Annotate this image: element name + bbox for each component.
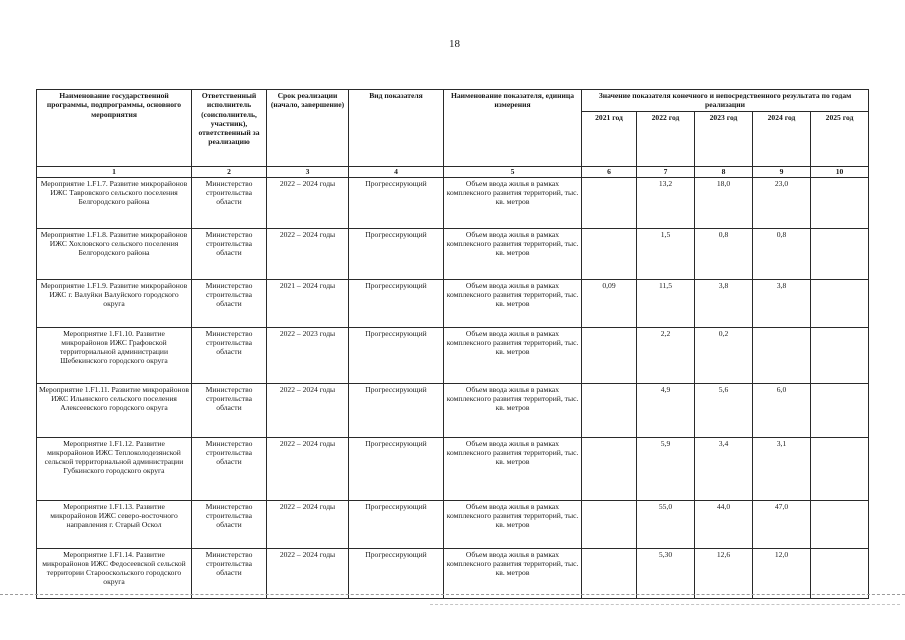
value-2023: 0,8: [695, 228, 753, 279]
header-period: Срок реализации (начало, завершение): [267, 90, 349, 167]
header-year-2021: 2021 год: [582, 111, 637, 166]
value-2023: 5,6: [695, 383, 753, 437]
table-row: [37, 177, 869, 228]
header-executor: Ответственный исполнитель (соисполнитель, участник), ответственный за реализацию: [192, 90, 267, 167]
row-indicator: Объем ввода жилья в рамках комплексного развития территорий, тыс. кв. метров: [444, 177, 582, 228]
value-2024: 47,0: [753, 500, 811, 548]
row-executor: Министерство строительства области: [192, 327, 267, 383]
table-row: [37, 327, 869, 383]
value-2021: [582, 437, 637, 500]
value-2024: 3,1: [753, 437, 811, 500]
value-2022: 1,5: [637, 228, 695, 279]
value-2022: 11,5: [637, 279, 695, 327]
row-type: Прогрессирующий: [349, 228, 444, 279]
row-indicator: Объем ввода жилья в рамках комплексного развития территорий, тыс. кв. метров: [444, 327, 582, 383]
column-number: 9: [753, 166, 811, 177]
value-2022: 4,9: [637, 383, 695, 437]
row-indicator: Объем ввода жилья в рамках комплексного развития территорий, тыс. кв. метров: [444, 383, 582, 437]
column-number: 10: [811, 166, 869, 177]
row-name: Мероприятие 1.F1.8. Развитие микрорайонов ИЖС Хохловского сельского поселения Белгородского района: [37, 228, 192, 279]
value-2022: 55,0: [637, 500, 695, 548]
value-2025: [811, 500, 869, 548]
row-period: 2022 – 2024 годы: [267, 383, 349, 437]
row-executor: Министерство строительства области: [192, 177, 267, 228]
value-2024: 0,8: [753, 228, 811, 279]
row-name: Мероприятие 1.F1.13. Развитие микрорайонов ИЖС северо-восточного направления г. Старый Оскол: [37, 500, 192, 548]
value-2022: 5,30: [637, 548, 695, 598]
value-2023: 44,0: [695, 500, 753, 548]
row-type: Прогрессирующий: [349, 548, 444, 598]
header-name: Наименование государственной программы, подпрограммы, основного мероприятия: [37, 90, 192, 167]
value-2024: 23,0: [753, 177, 811, 228]
row-name: Мероприятие 1.F1.14. Развитие микрорайонов ИЖС Федосеевской сельской территории Старооскольского городского округа: [37, 548, 192, 598]
table-row: [37, 228, 869, 279]
row-indicator: Объем ввода жилья в рамках комплексного развития территорий, тыс. кв. метров: [444, 437, 582, 500]
value-2023: 12,6: [695, 548, 753, 598]
row-type: Прогрессирующий: [349, 279, 444, 327]
value-2021: [582, 548, 637, 598]
value-2023: 3,4: [695, 437, 753, 500]
value-2021: 0,09: [582, 279, 637, 327]
row-period: 2022 – 2024 годы: [267, 228, 349, 279]
row-period: 2021 – 2024 годы: [267, 279, 349, 327]
value-2025: [811, 177, 869, 228]
row-indicator: Объем ввода жилья в рамках комплексного развития территорий, тыс. кв. метров: [444, 279, 582, 327]
scan-artifact-line: [430, 604, 900, 605]
value-2021: [582, 383, 637, 437]
page-number: 18: [449, 38, 460, 50]
scan-artifact-line: [0, 594, 905, 595]
column-number: 6: [582, 166, 637, 177]
table-row: [37, 548, 869, 598]
column-number: 2: [192, 166, 267, 177]
value-2025: [811, 327, 869, 383]
column-number: 1: [37, 166, 192, 177]
value-2022: 13,2: [637, 177, 695, 228]
row-type: Прогрессирующий: [349, 177, 444, 228]
row-name: Мероприятие 1.F1.9. Развитие микрорайонов ИЖС г. Валуйки Валуйского городского округа: [37, 279, 192, 327]
value-2025: [811, 279, 869, 327]
table-row: [37, 383, 869, 437]
column-number: 4: [349, 166, 444, 177]
header-values-group: Значение показателя конечного и непосредственного результата по годам реализации: [582, 90, 869, 112]
value-2023: 0,2: [695, 327, 753, 383]
header-year-2022: 2022 год: [637, 111, 695, 166]
column-number: 5: [444, 166, 582, 177]
row-period: 2022 – 2024 годы: [267, 548, 349, 598]
row-name: Мероприятие 1.F1.12. Развитие микрорайонов ИЖС Теплоколодезянской сельской территориальной администрации Губкинского городского округа: [37, 437, 192, 500]
row-executor: Министерство строительства области: [192, 500, 267, 548]
row-indicator: Объем ввода жилья в рамках комплексного развития территорий, тыс. кв. метров: [444, 548, 582, 598]
table-row: [37, 437, 869, 500]
value-2025: [811, 437, 869, 500]
row-indicator: Объем ввода жилья в рамках комплексного развития территорий, тыс. кв. метров: [444, 500, 582, 548]
value-2021: [582, 327, 637, 383]
value-2021: [582, 228, 637, 279]
row-type: Прогрессирующий: [349, 327, 444, 383]
row-executor: Министерство строительства области: [192, 548, 267, 598]
row-period: 2022 – 2024 годы: [267, 500, 349, 548]
header-year-2024: 2024 год: [753, 111, 811, 166]
row-executor: Министерство строительства области: [192, 228, 267, 279]
row-period: 2022 – 2024 годы: [267, 437, 349, 500]
table-row: [37, 500, 869, 548]
row-period: 2022 – 2024 годы: [267, 177, 349, 228]
value-2022: 5,9: [637, 437, 695, 500]
header-year-2025: 2025 год: [811, 111, 869, 166]
row-executor: Министерство строительства области: [192, 437, 267, 500]
column-number: 3: [267, 166, 349, 177]
value-2021: [582, 177, 637, 228]
header-indicator-type: Вид показателя: [349, 90, 444, 167]
value-2024: [753, 327, 811, 383]
value-2024: 3,8: [753, 279, 811, 327]
value-2025: [811, 548, 869, 598]
row-name: Мероприятие 1.F1.11. Развитие микрорайонов ИЖС Ильинского сельского поселения Алексеевского городского округа: [37, 383, 192, 437]
value-2023: 18,0: [695, 177, 753, 228]
results-table: [36, 89, 869, 599]
table-row: [37, 279, 869, 327]
value-2024: 6,0: [753, 383, 811, 437]
row-indicator: Объем ввода жилья в рамках комплексного развития территорий, тыс. кв. метров: [444, 228, 582, 279]
value-2022: 2,2: [637, 327, 695, 383]
value-2025: [811, 383, 869, 437]
value-2025: [811, 228, 869, 279]
row-executor: Министерство строительства области: [192, 279, 267, 327]
column-number: 8: [695, 166, 753, 177]
row-period: 2022 – 2023 годы: [267, 327, 349, 383]
row-type: Прогрессирующий: [349, 500, 444, 548]
column-number: 7: [637, 166, 695, 177]
value-2024: 12,0: [753, 548, 811, 598]
row-type: Прогрессирующий: [349, 383, 444, 437]
row-name: Мероприятие 1.F1.10. Развитие микрорайонов ИЖС Графовской территориальной администрации Шебекинского городского округа: [37, 327, 192, 383]
column-number-row: [37, 166, 869, 177]
value-2023: 3,8: [695, 279, 753, 327]
row-executor: Министерство строительства области: [192, 383, 267, 437]
row-name: Мероприятие 1.F1.7. Развитие микрорайонов ИЖС Тавровского сельского поселения Белгородского района: [37, 177, 192, 228]
value-2021: [582, 500, 637, 548]
header-indicator-name: Наименование показателя, единица измерения: [444, 90, 582, 167]
row-type: Прогрессирующий: [349, 437, 444, 500]
header-year-2023: 2023 год: [695, 111, 753, 166]
